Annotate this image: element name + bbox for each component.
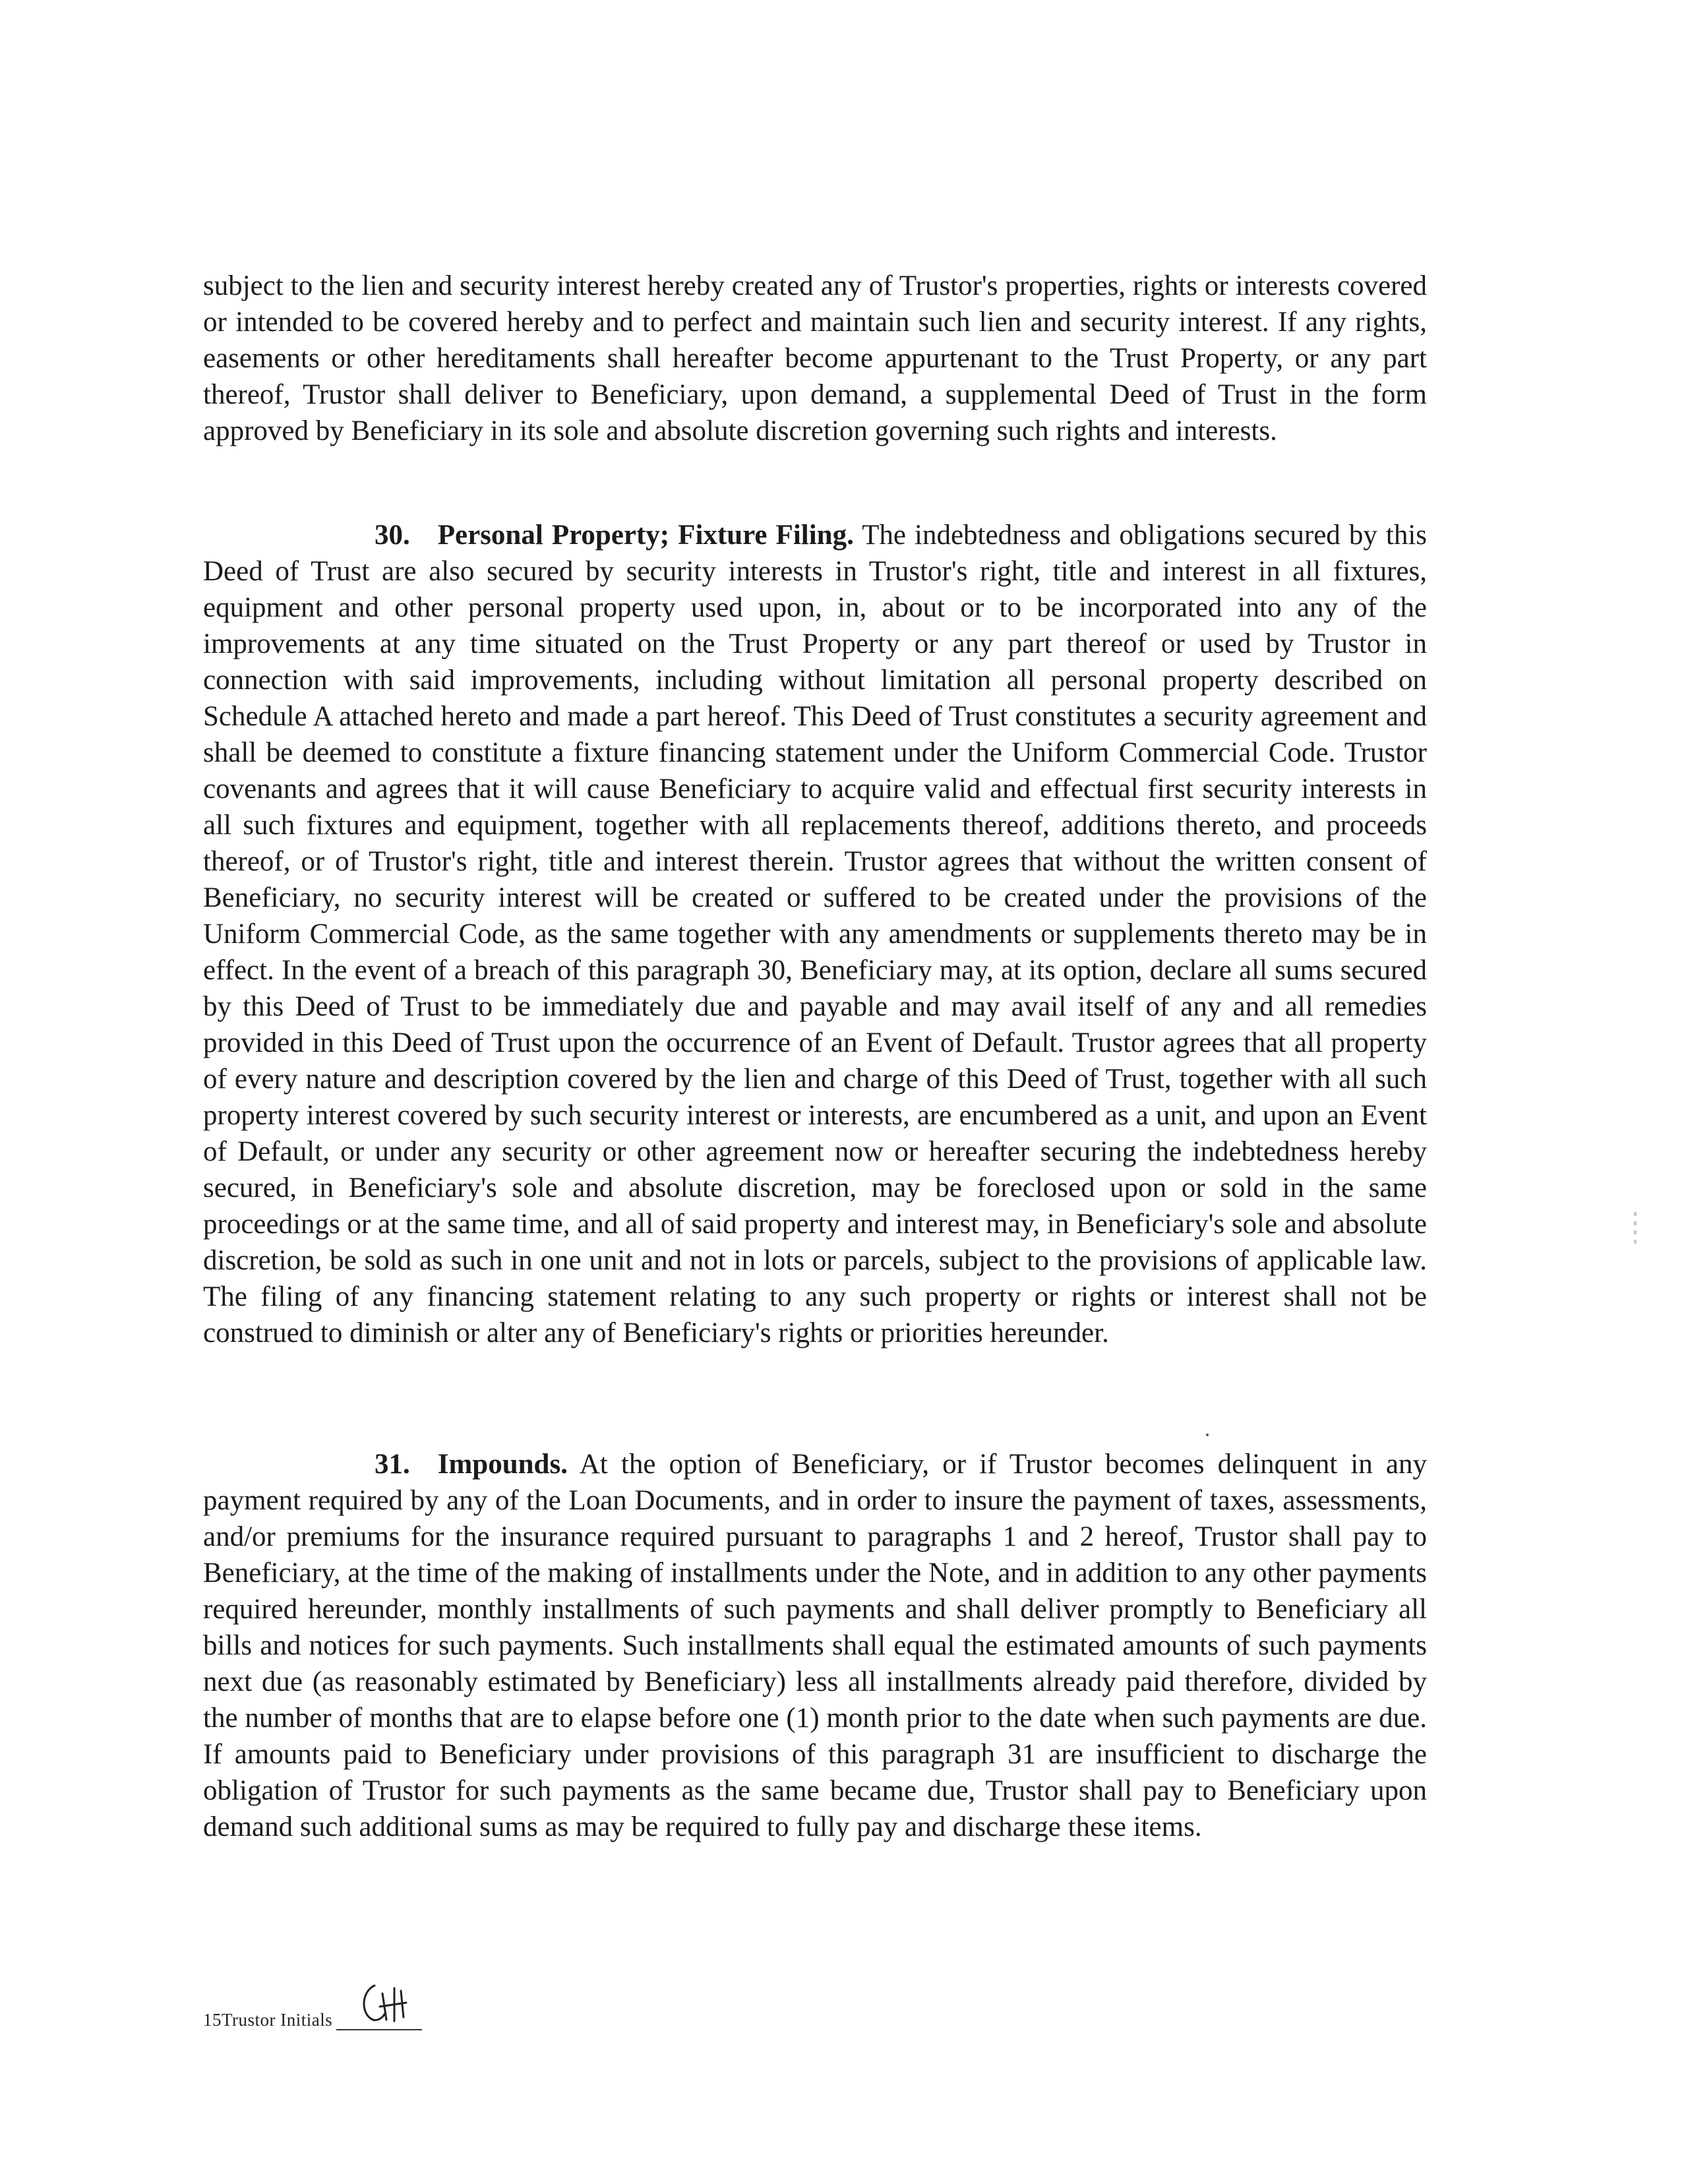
scan-speck xyxy=(1206,1434,1209,1436)
initials-signature-line xyxy=(336,1995,422,2030)
section-31-number: 31. xyxy=(375,1449,410,1480)
initials-label: Trustor Initials xyxy=(222,2010,333,2030)
scan-edge-marks xyxy=(1634,1212,1638,1252)
page-footer xyxy=(203,1995,422,2030)
section-31-title: Impounds. xyxy=(437,1449,568,1480)
page-number: 15 xyxy=(203,2010,222,2030)
section-30-text: The indebtedness and obligations secured by this Deed of Trust are also secured by security interests in Trustor's right, title and interest in all fixtures, equipment and other personal property used upon, in, about or to be incorporated into any of the improvements at any time situated on the Trust Property or any part thereof or used by Trustor in connection with said improvements, including without limitation all personal property described on Schedule A attached hereto and made a part hereof. This Deed of Trust constitutes a security agreement and shall be deemed to constitute a fixture financing statement under the Uniform Commercial Code. Trustor covenants and agrees that it will cause Beneficiary to acquire valid and effectual first security interests in all such fixtures and equipment, together with all replacements thereof, additions thereto, and proceeds thereof, or of Trustor's right, title and interest therein. Trustor agrees that without the written consent of Beneficiary, no security interest will be created or suffered to be created under the provisions of the Uniform Commercial Code, as the same together with any amendments or supplements thereto may be in effect. In the event of a breach of this paragraph 30, Beneficiary may, at its option, declare all sums secured by this Deed of Trust to be immediately due and payable and may avail itself of any and all remedies provided in this Deed of Trust upon the occurrence of an Event of Default. Trustor agrees that all property of every nature and description covered by the lien and charge of this Deed of Trust, together with all such property interest covered by such security interest or interests, are encumbered as a unit, and upon an Event of Default, or under any security or other agreement now or hereafter securing the indebtedness hereby secured, in Beneficiary's sole and absolute discretion, may be foreclosed upon or sold in the same proceedings or at the same time, and all of said property and interest may, in Beneficiary's sole and absolute discretion, be sold as such in one unit and not in lots or parcels, subject to the provisions of applicable law. The filing of any financing statement relating to any such property or rights or interest shall not be construed to diminish or alter any of Beneficiary's rights or priorities hereunder. xyxy=(203,520,1427,1349)
section-31-text: At the option of Beneficiary, or if Trustor becomes delinquent in any payment required by any of the Loan Documents, and in order to insure the payment of taxes, assessments, and/or premiums for the insurance required pursuant to paragraphs 1 and 2 hereof, Trustor shall pay to Beneficiary, at the time of the making of installments under the Note, and in addition to any other payments required hereunder, monthly installments of such payments and shall deliver promptly to Beneficiary all bills and notices for such payments. Such installments shall equal the estimated amounts of such payments next due (as reasonably estimated by Beneficiary) less all installments already paid therefore, divided by the number of months that are to elapse before one (1) month prior to the date when such payments are due. If amounts paid to Beneficiary under provisions of this paragraph 31 are insufficient to discharge the obligation of Trustor for such payments as the same became due, Trustor shall pay to Beneficiary upon demand such additional sums as may be required to fully pay and discharge these items. xyxy=(203,1449,1427,1842)
section-30 xyxy=(203,517,1427,1351)
paragraph-intro: subject to the lien and security interest hereby created any of Trustor's properties, rights or interests covered or intended to be covered hereby and to perfect and maintain such lien and security interest. If any rights, easements or other hereditaments shall hereafter become appurtenant to the Trust Property, or any part thereof, Trustor shall deliver to Beneficiary, upon demand, a supplemental Deed of Trust in the form approved by Beneficiary in its sole and absolute discretion governing such rights and interests. xyxy=(203,270,1427,446)
section-30-title: Personal Property; Fixture Filing. xyxy=(437,520,854,551)
handwritten-initials xyxy=(356,1979,415,2032)
section-31 xyxy=(203,1446,1427,1845)
section-30-number: 30. xyxy=(375,520,410,551)
